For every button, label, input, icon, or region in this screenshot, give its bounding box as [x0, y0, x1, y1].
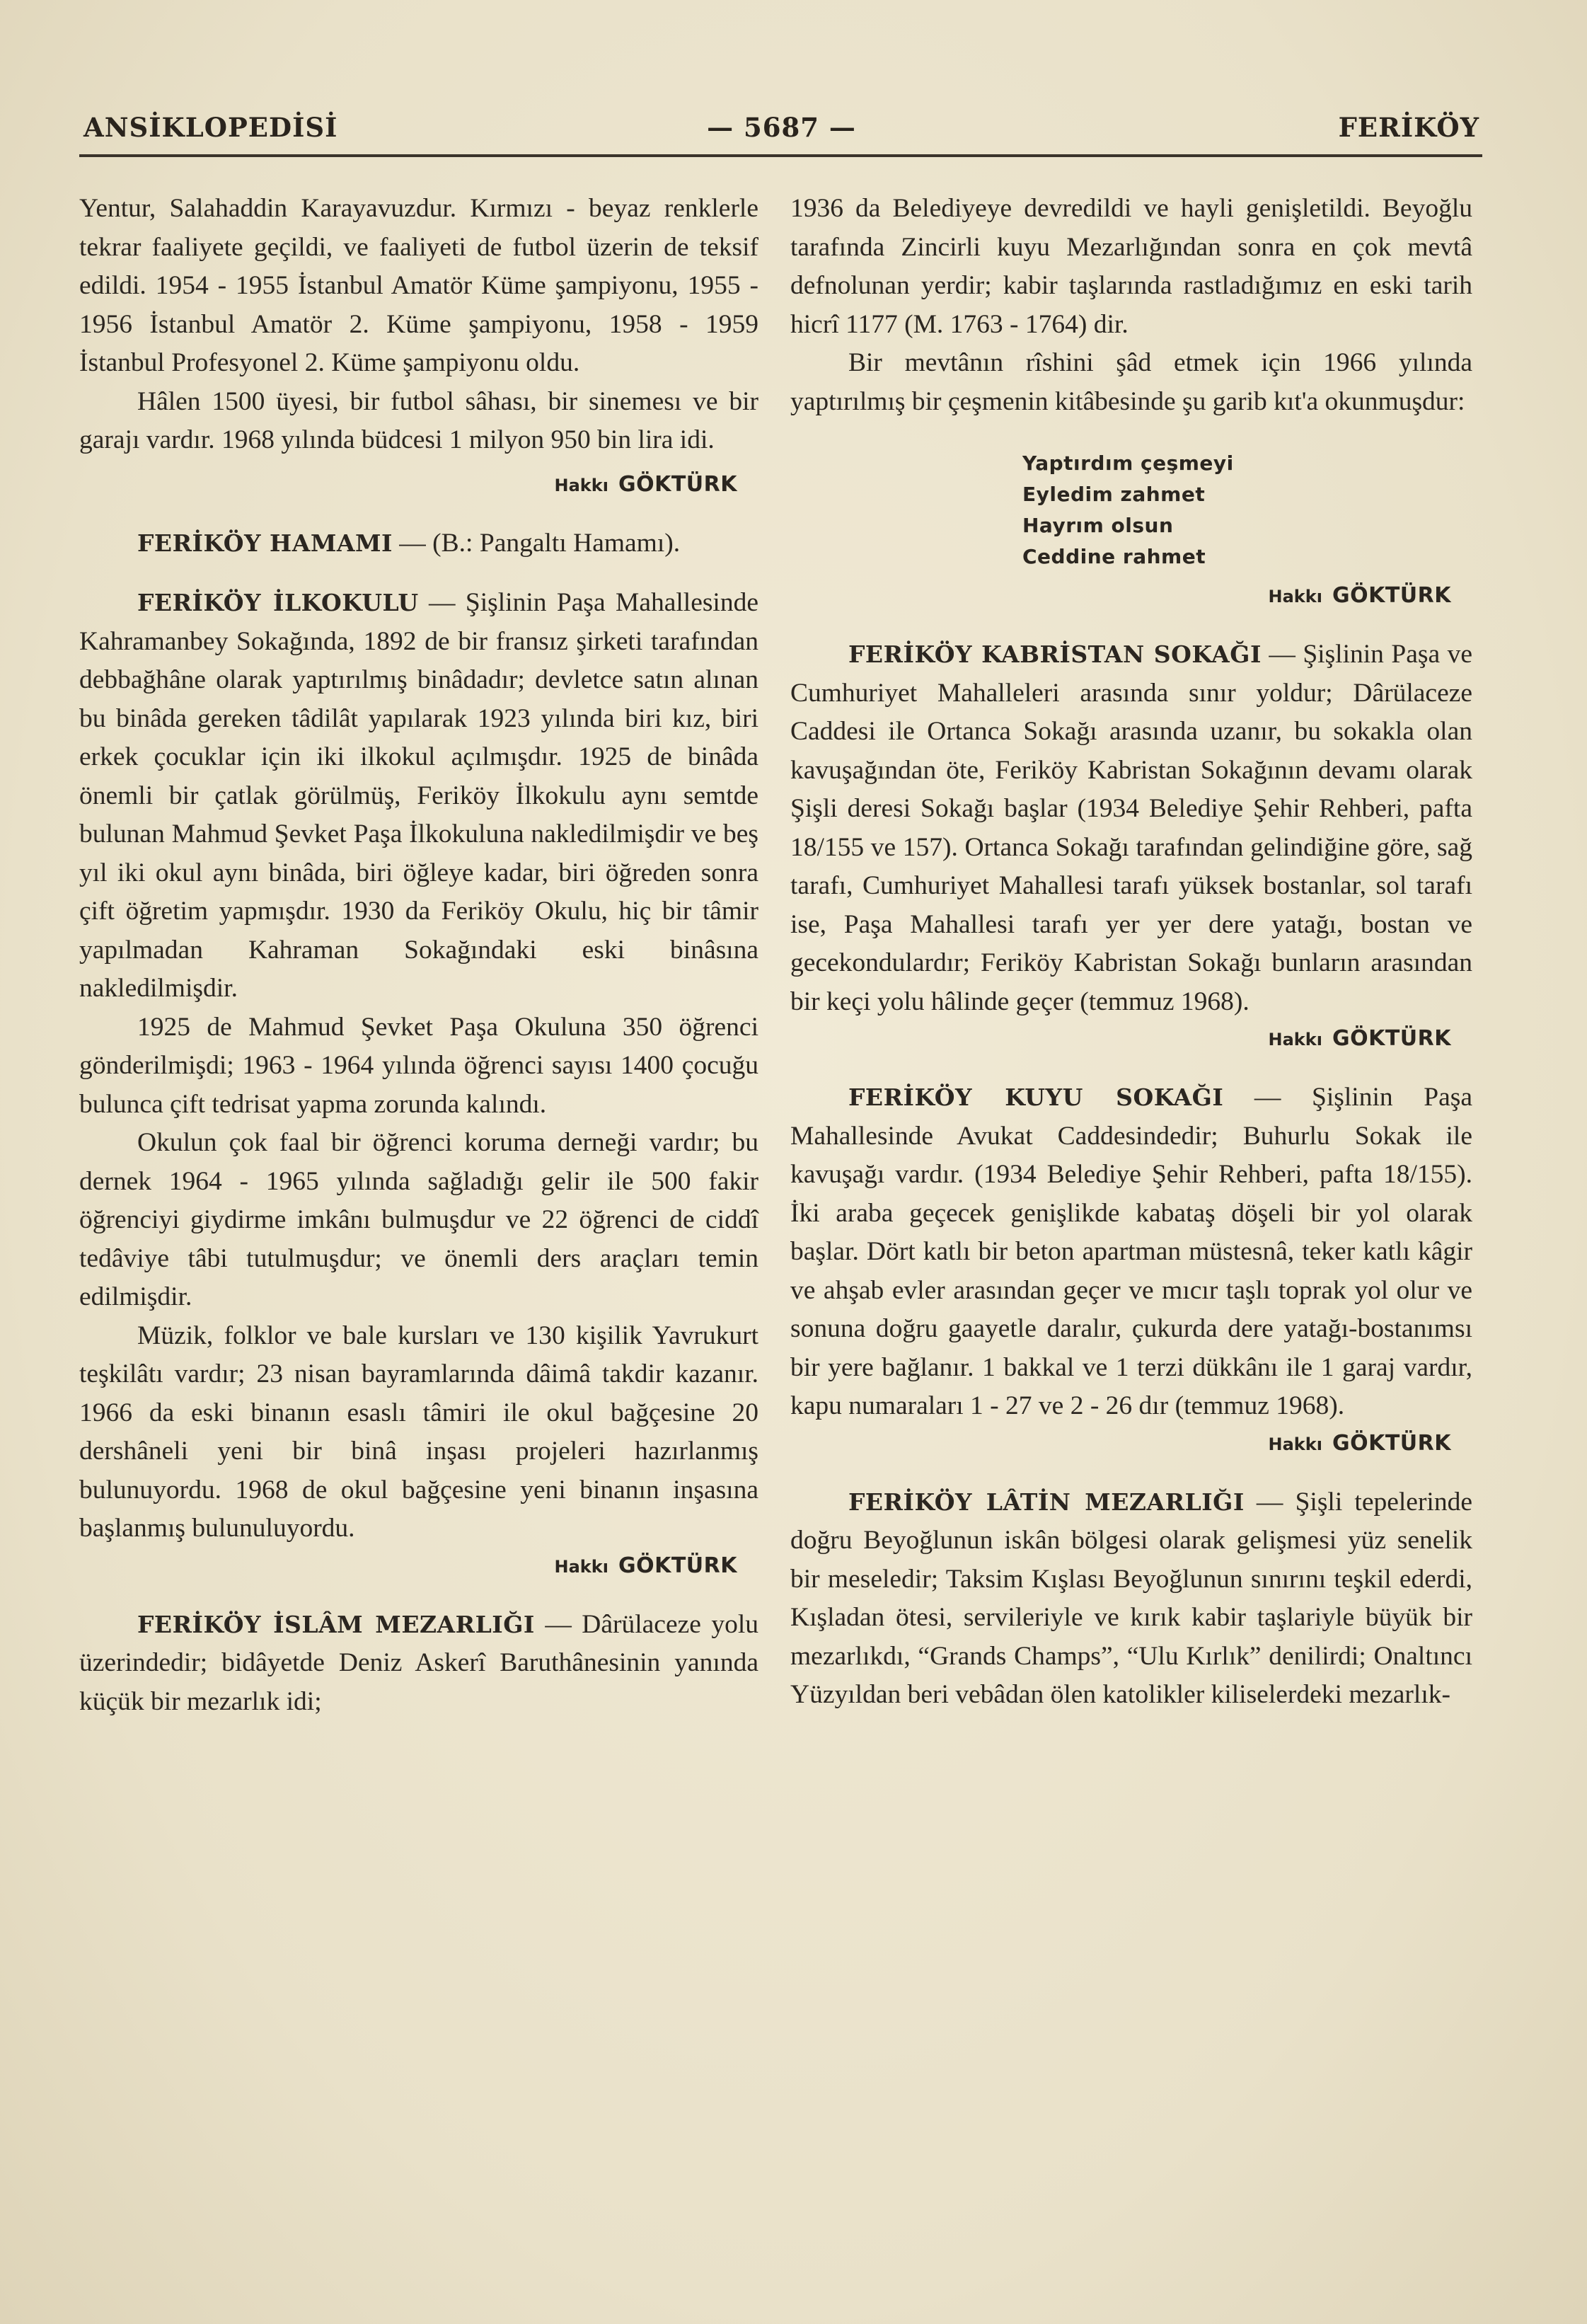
- signature-last-name: GÖKTÜRK: [618, 471, 737, 497]
- entry-text: — Şişlinin Paşa Mahallesinde Avukat Caddesindedir; Buhurlu Sokak ile kavuşağı vardır. (1934 Belediye Şehir Rehberi, pafta 18/155). İki araba geçecek genişlikde kabataş döşeli bir yol olarak başlar. Dört katlı bir beton apartman müstesnâ, teker katlı kâgir ve ahşab evler arasından geçer ve mıcır taşlı toprak yol olur ve sonuna doğru gaayetle daralır, çukurda dere yatağı-bostanımsı bir yere bağlanır. 1 bakkal ve 1 terzi dükkânı ile 1 garaj vardır, kapu numaraları 1 - 27 ve 2 - 26 dır (temmuz 1968).: [790, 1083, 1472, 1420]
- signature-first-name: Hakkı: [1268, 1434, 1322, 1454]
- entry-kabristan-sokagi: [790, 635, 1472, 1021]
- signature-last-name: GÖKTÜRK: [1332, 1430, 1451, 1456]
- entry-text: — Şişlinin Paşa Mahallesinde Kahramanbey Sokağında, 1892 de bir fransız şirketi tarafından debbağhâne olarak yaptırılmış binâdadır; devletce satın alınan bu binâda gereken tâdilât yapılarak 1923 yılında biri kız, biri erkek çocuklar için iki ilkokul açılmışdır. 1925 de binâda önemli bir çatlak görülmüş, Feriköy İlkokulu aynı semtde bulunan Mahmud Şevket Paşa İlkokuluna nakledilmişdir ve beş yıl iki okul aynı binâda, biri öğleye kadar, biri öğreden sonra çift öğretim yapmışdır. 1930 da Feriköy Okulu, hiç bir tâmir yapılmadan Kahraman Sokağındaki eski binâsına nakledilmişdir.: [79, 588, 758, 1003]
- entry-text: — Dârülaceze yolu üzerindedir; bidâyetde Deniz Askerî Baruthânesinin yanında küçük bir mezarlık idi;: [79, 1609, 759, 1716]
- signature: [790, 578, 1451, 614]
- poem-line: Yaptırdım çeşmeyi: [1022, 451, 1234, 475]
- poem-line: Eyledim zahmet: [1022, 483, 1206, 506]
- ilkokulu-paragraph-4: Müzik, folklor ve bale kursları ve 130 kişilik Yavrukurt teşkilâtı vardır; 23 nisan bayramlarında dâimâ takdir kazanır. 1966 da eski binanın esaslı tâmiri ile okul bağçesine 20 dershâneli yeni bir binâ inşası projeleri hazırlanmış bulunuyordu. 1968 de okul bağçesine yeni binanın inşasına başlanmış bulunuluyordu.: [79, 1321, 758, 1543]
- poem-line: Ceddine rahmet: [1022, 545, 1206, 568]
- page-number: — 5687 —: [707, 112, 856, 143]
- entry-title: FERİKÖY İLKOKULU: [137, 589, 419, 616]
- signature-last-name: GÖKTÜRK: [1332, 1026, 1451, 1051]
- entry-title: FERİKÖY HAMAMI: [137, 529, 393, 557]
- poem-line: Hayrım olsun: [1022, 514, 1174, 537]
- signature-first-name: Hakkı: [554, 1556, 608, 1577]
- ilkokulu-paragraph-3: Okulun çok faal bir öğrenci koruma derneği vardır; bu dernek 1964 - 1965 yılında sağladığı gelir ile 500 fakir öğrenciyi giydirme imkânı bulmuşdur ve 22 öğrenci de ciddî tedâviye tâbi tutulmuşdur; ve önemli ders araçları temin edilmişdir.: [79, 1128, 758, 1311]
- signature-first-name: Hakkı: [1268, 587, 1322, 606]
- left-column: [79, 190, 758, 1721]
- entry-text: — Şişlinin Paşa ve Cumhuriyet Mahalleleri arasında sınır yoldur; Dârülaceze Caddesi ile Ortanca Sokağı arasında uzanır, bu sokakla olan kavuşağından öte, Feriköy Kabristan Sokağının devamı olarak Şişli deresi Sokağı başlar (1934 Belediye Şehir Rehberi, pafta 18/155 ve 157). Ortanca Sokağı tarafından gelindiğine göre, sağ tarafı, Cumhuriyet Mahallesi tarafı yüksek bostanlar, sol tarafı ise, Paşa Mahallesi tarafı yer yer dere yatağı, bostan ve gecekondulardır; Feriköy Kabristan Sokağı bunların arasından bir keçi yolu hâlinde geçer (temmuz 1968).: [790, 640, 1472, 1016]
- entry-islam-mezarligi: [79, 1606, 758, 1722]
- running-head: [83, 112, 1479, 154]
- header-publication: ANSİKLOPEDİSİ: [83, 112, 338, 143]
- ilkokulu-paragraph-2: 1925 de Mahmud Şevket Paşa Okuluna 350 öğrenci gönderilmişdi; 1963 - 1964 yılında öğrenci sayısı 1400 çocuğu bulunca çift tedrisat yapma zorunda kalındı.: [79, 1012, 758, 1119]
- entry-title: FERİKÖY KABRİSTAN SOKAĞI: [848, 640, 1262, 668]
- entry-text: — (B.: Pangaltı Hamamı).: [392, 528, 681, 558]
- right-column: [790, 190, 1472, 1715]
- halen-paragraph: Hâlen 1500 üyesi, bir futbol sâhası, bir sinemesı ve bir garajı vardır. 1968 yılında büdcesi 1 milyon 950 bin lira idi.: [79, 386, 758, 454]
- entry-ilkokulu: [79, 584, 758, 1008]
- signature: [79, 1548, 737, 1584]
- entry-title: FERİKÖY İSLÂM MEZARLIĞI: [137, 1610, 535, 1638]
- entry-title: FERİKÖY LÂTİN MEZARLIĞI: [848, 1488, 1245, 1516]
- intro-paragraph: Yentur, Salahaddin Karayavuzdur. Kırmızı - beyaz renklerle tekrar faaliyete geçildi, ve faaliyeti de futbol üzerin de teksif edildi. 1954 - 1955 İstanbul Amatör Küme şampiyonu, 1955 - 1956 İstanbul Amatör 2. Küme şampiyonu, 1958 - 1959 İstanbul Profesyonel 2. Küme şampiyonu oldu.: [79, 194, 758, 377]
- header-rule: [79, 154, 1482, 157]
- entry-title: FERİKÖY KUYU SOKAĞI: [848, 1083, 1224, 1111]
- inscription-poem: [1022, 448, 1472, 573]
- signature: [790, 1426, 1451, 1462]
- entry-latin-mezarligi: [790, 1483, 1472, 1715]
- signature: [790, 1021, 1451, 1057]
- entry-kuyu-sokagi: [790, 1078, 1472, 1426]
- entry-text: — Şişli tepelerinde doğru Beyoğlunun iskân bölgesi olarak gelişmesi yüz senelik bir meseledir; Taksim Kışlası Beyoğlunun sınırını teşkil ederdi, Kışladan ötesi, servileriyle ve kırık kabir taşlariyle büyük bir mezarlıkdı, “Grands Champs”, “Ulu Kırlık” denilirdi; Onaltıncı Yüzyıldan beri vebâdan ölen katolikler kiliselerdeki mezarlık-: [790, 1487, 1472, 1709]
- header-entry-word: FERİKÖY: [1338, 112, 1479, 143]
- signature-last-name: GÖKTÜRK: [618, 1553, 737, 1578]
- mevta-paragraph: Bir mevtânın rîshini şâd etmek için 1966 yılında yaptırılmış bir çeşmenin kitâbesinde şu garib kıt'a okunmuşdur:: [790, 348, 1472, 416]
- signature: [79, 467, 737, 503]
- signature-last-name: GÖKTÜRK: [1332, 583, 1451, 608]
- continued-paragraph: 1936 da Belediyeye devredildi ve hayli genişletildi. Beyoğlu tarafında Zincirli kuyu Mezarlığından sonra en çok mevtâ defnolunan yerdir; kabir taşlarında rastladığımız en eski tarih hicrî 1177 (M. 1763 - 1764) dir.: [790, 194, 1472, 339]
- entry-hamami: [79, 524, 758, 563]
- signature-first-name: Hakkı: [1268, 1030, 1322, 1049]
- signature-first-name: Hakkı: [554, 475, 608, 495]
